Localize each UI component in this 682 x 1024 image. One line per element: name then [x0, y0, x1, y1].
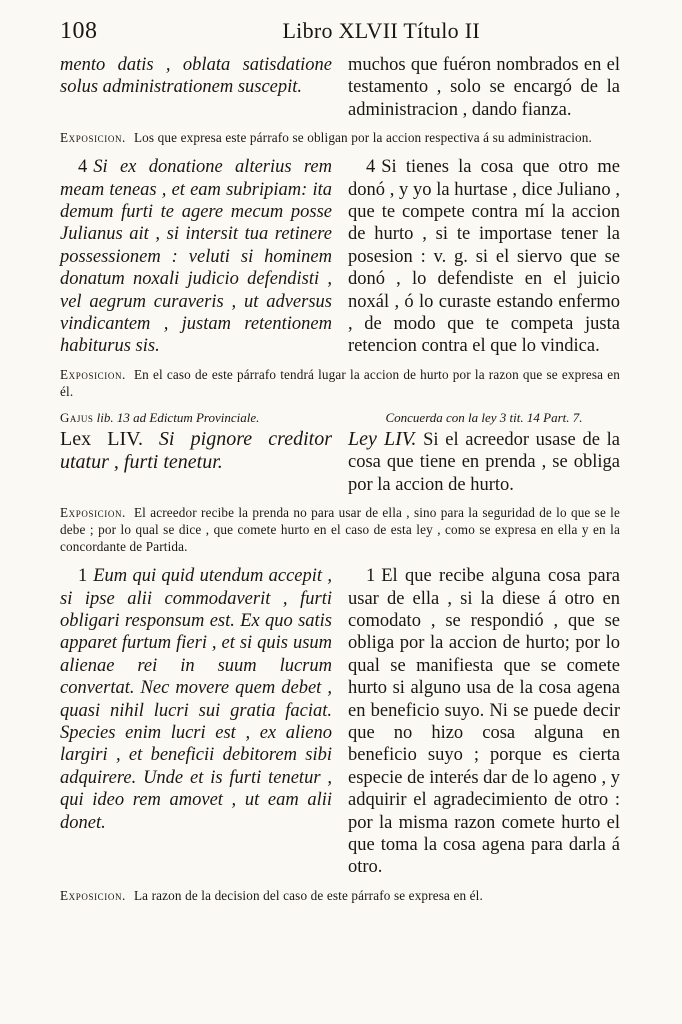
page-number: 108 — [60, 18, 98, 44]
running-head: Libro XLVII Título II — [282, 18, 480, 43]
latin-paragraph — [60, 156, 332, 358]
document-page — [60, 18, 620, 914]
source-author: Gajus — [60, 409, 94, 425]
latin-text: Si pignore creditor utatur , furti tenetur. — [60, 427, 332, 474]
paragraph-4 — [60, 156, 620, 358]
spanish-paragraph — [348, 565, 620, 879]
paragraph-number: 4 — [366, 157, 376, 178]
latin-text: Eum qui quid utendum accepit , si ipse alii commodaverit , furti obligari responsum est. Ex quo satis apparet furtum fieri , et si quis usum alienae rei in suum lucrum convertat. Nec movere quem debet , quasi nihil lucri sui gratia faciat. Species enim lucri est , ex alieno largiri , et beneficii debitorem sibi adquirere. Unde et is furti tenetur , qui ideo rem amovet , ut eam alii donet. — [60, 566, 332, 833]
source-reference: lib. 13 ad Edictum Provinciale. — [96, 409, 260, 425]
source-left — [60, 410, 332, 426]
paragraph-number: 1 — [78, 566, 88, 587]
source-citation-row — [60, 410, 620, 426]
exposition-label: Exposicion. — [60, 130, 126, 146]
exposition — [60, 129, 620, 146]
exposition — [60, 366, 620, 400]
spanish-text: Si el acreedor usase de la cosa que tiene en prenda , se obliga por la accion de hurto. — [348, 429, 620, 495]
exposition-text: El acreedor recibe la prenda no para usar de ella , sino para la seguridad de lo que se le debe ; por lo qual se dice , que comete hurto en el caso de esta ley , como se expresa en ella y en la concordante de Partida. — [60, 505, 620, 555]
exposition-label: Exposicion. — [60, 505, 126, 521]
exposition-text: En el caso de este párrafo tendrá lugar la accion de hurto por la razon que se expresa en él. — [60, 366, 620, 399]
latin-paragraph — [60, 565, 332, 879]
exposition-text: La razon de la decision del caso de este párrafo se expresa en él. — [133, 887, 483, 903]
latin-text: mento datis , oblata satisdatione solus administrationem suscepit. — [60, 55, 332, 98]
spanish-law — [348, 428, 620, 496]
paragraph-1 — [60, 565, 620, 879]
page-header — [60, 18, 620, 54]
paragraph-number: 4 — [78, 157, 88, 178]
concordance-reference: Concuerda con la ley 3 tit. 14 Part. 7. — [385, 409, 583, 425]
paragraph-continuation — [60, 54, 620, 121]
paragraph-number: 1 — [366, 566, 376, 587]
latin-text: Si ex donatione alterius rem meam teneas , et eam subripiam: ita demum furti te agere mecum posse Julianus ait , si intersit tua retinere possessionem : veluti si hominem donatum noxali judicio defendisti , vel aegrum curaveris , ut adversus vindicantem , justam retentionem habiturus sis. — [60, 157, 332, 357]
law-heading: Ley LIV. — [348, 427, 417, 450]
spanish-text: El que recibe alguna cosa para usar de ella , si la diese á otro en comodato , se respondió , que se obliga por la accion de hurto; por lo qual se manifiesta que se comete hurto si alguno usa de la cosa agena en beneficio suyo. Ni se puede decir que no hizo cosa alguna en beneficio suyo ; porque es cierta especie de interés dar de lo ageno , y adquirir el agradecimiento de otro : por la misma razon comete hurto el que toma la cosa agena para darla á otro. — [348, 566, 620, 878]
law-54 — [60, 428, 620, 496]
exposition-label: Exposicion. — [60, 366, 126, 382]
spanish-paragraph — [348, 156, 620, 358]
exposition-text: Los que expresa este párrafo se obligan por la accion respectiva á su administracion. — [133, 130, 592, 146]
exposition — [60, 887, 620, 904]
spanish-text: Si tienes la cosa que otro me donó , y yo la hurtase , dice Juliano , que te compete contra mí la accion de hurto , si te importase tener la posesion : v. g. si el siervo que se donó , lo defendiste en el juicio noxál , ó lo curaste estando enfermo , de modo que te competa justa retencion contra el que lo vindica. — [348, 157, 620, 357]
latin-law — [60, 428, 332, 496]
spanish-text: muchos que fuéron nombrados en el testamento , solo se encargó de la administracion , dando fianza. — [348, 55, 620, 120]
exposition — [60, 504, 620, 555]
law-heading: Lex LIV. — [60, 427, 144, 450]
exposition-label: Exposicion. — [60, 887, 126, 903]
